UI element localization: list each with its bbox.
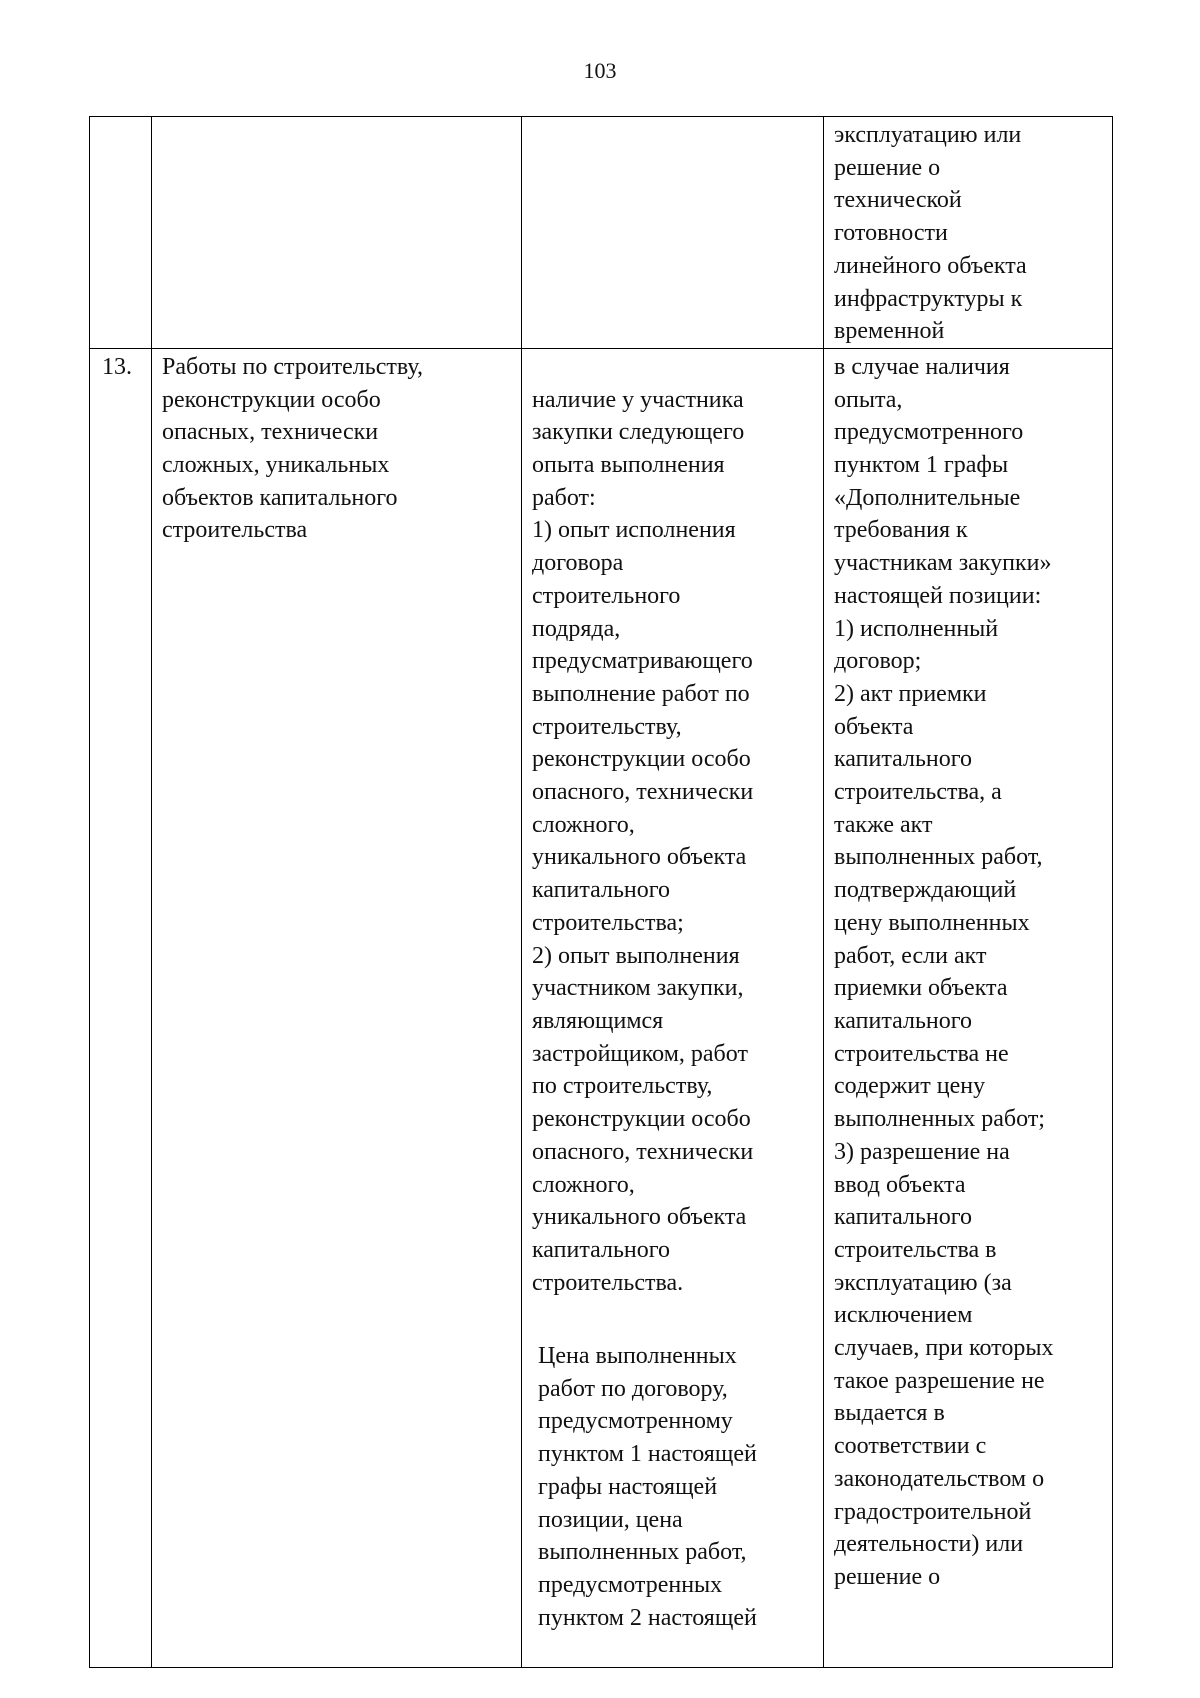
row-number-cell (90, 117, 152, 349)
price-paragraph: Цена выполненных работ по договору, предусмотренному пунктом 1 настоящей графы настоящей позиции, цена выполненных работ, предусмотренных пунктом 2 настоящей (538, 1343, 757, 1631)
documents-cell: в случае наличия опыта, предусмотренного пунктом 1 графы «Дополнительные требования к участникам закупки» настоящей позиции: 1) исполненный договор; 2) акт приемки объекта капитального строительства, а также акт выполненных работ, подтверждающий цену выполненных работ, если акт приемки объекта капитального строительства не содержит цену выполненных работ; 3) разрешение на ввод объекта капитального строительства в эксплуатацию (за исключением случаев, при которых такое разрешение не выдается в соответствии с законодательством о градостроительной деятельности) или решение о (824, 348, 1113, 1667)
requirements-cell (522, 348, 824, 1667)
documents-cell: эксплуатацию или решение о технической готовности линейного объекта инфраструктуры к временной (824, 117, 1113, 349)
requirements-table (89, 116, 1113, 1668)
table-row (90, 117, 1113, 349)
table-row (90, 348, 1113, 1667)
requirements-cell (522, 117, 824, 349)
work-type-cell: Работы по строительству, реконструкции особо опасных, технически сложных, уникальных объектов капитального строительства (152, 348, 522, 1667)
requirements-paragraph: наличие у участника закупки следующего опыта выполнения работ: 1) опыт исполнения договора строительного подряда, предусматривающего выполнение работ по строительству, реконструкции особо опасного, технически сложного, уникального объекта капитального строительства; 2) опыт выполнения участником закупки, являющимся застройщиком, работ по строительству, реконструкции особо опасного, технически сложного, уникального объекта капитального строительства. (532, 386, 754, 1296)
work-type-cell (152, 117, 522, 349)
row-number-cell: 13. (90, 348, 152, 1667)
page-number: 103 (583, 58, 617, 83)
